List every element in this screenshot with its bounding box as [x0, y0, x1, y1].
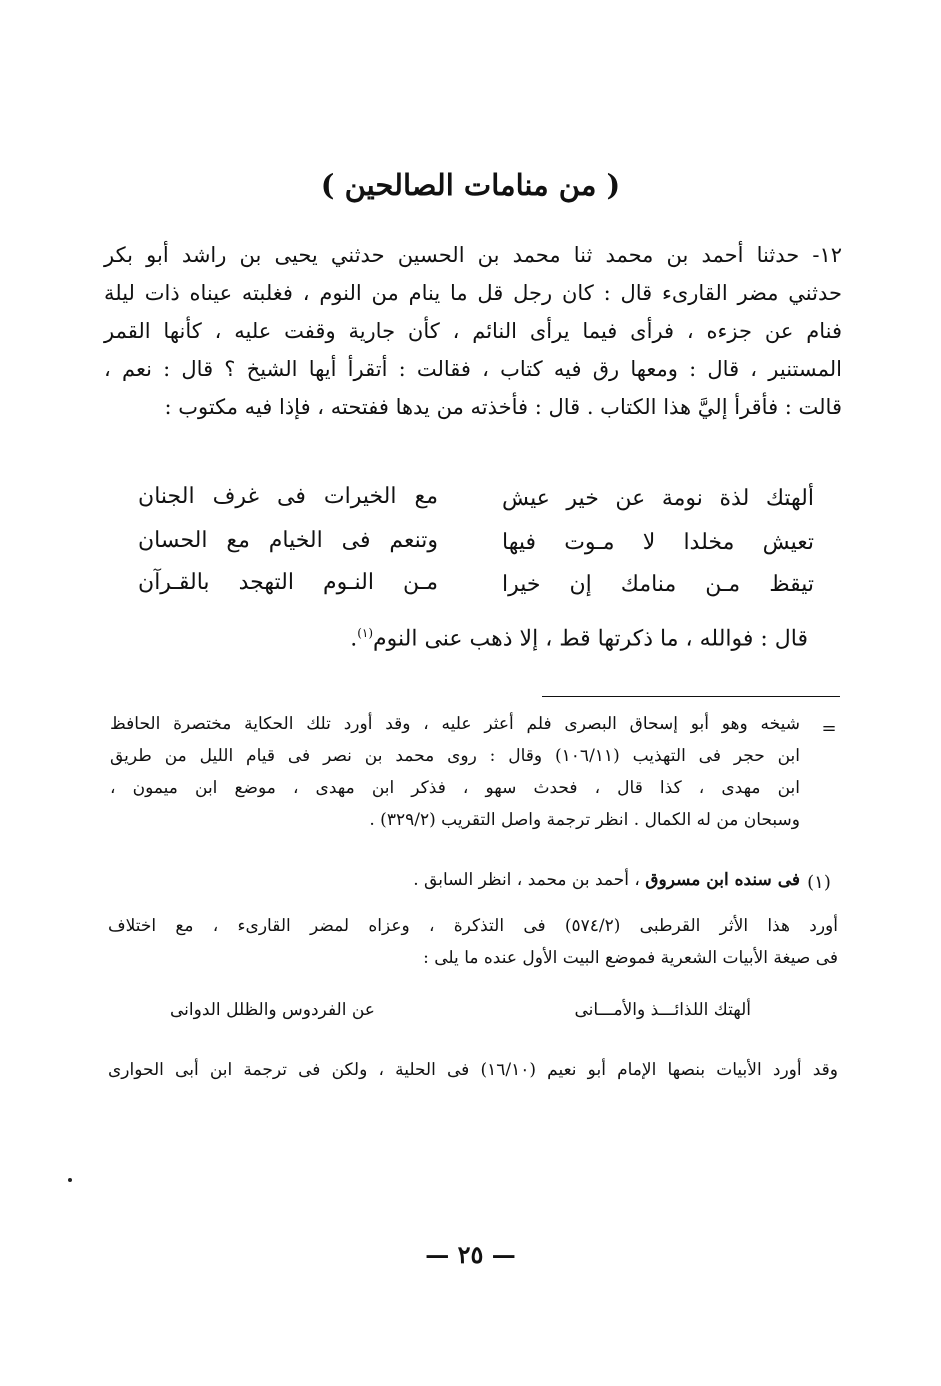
- word: مـن: [403, 569, 438, 595]
- footnote-2-last: [108, 1054, 838, 1086]
- footnote-1-bold: فى سنده ابن مسروق: [645, 870, 800, 890]
- footnote-line: ابن حجر فى التهذيب (١٠٦/١١) وقال : روى محمد بن نصر فى قيام الليل من طريق: [110, 746, 800, 766]
- word: فى: [277, 483, 306, 509]
- word: مع: [226, 527, 250, 553]
- footnote-2: [108, 910, 838, 974]
- verse-3-first-hemistich: [502, 564, 814, 604]
- verse-2-first-hemistich: [502, 522, 814, 562]
- word: منامك: [620, 571, 677, 597]
- word: التهجد: [238, 569, 294, 595]
- footnote-line: فى صيغة الأبيات الشعرية فموضع البيت الأول عنده ما يلى :: [423, 948, 838, 968]
- footnote-1-marker: (١): [807, 872, 831, 893]
- word: فيها: [502, 529, 537, 555]
- footnote-line: وقد أورد الأبيات بنصها الإمام أبو نعيم (١٦/١٠) فى الحلية ، ولكن فى ترجمة ابن أبى الحوارى: [108, 1060, 838, 1080]
- closing-line: [100, 626, 808, 651]
- footnote-line: أورد هذا الأثر القرطبى (٥٧٤/٢) فى التذكرة ، وعزاه لمضر القارىء ، مع اختلاف: [108, 916, 838, 936]
- word: ألهتك: [765, 485, 814, 511]
- footnote-line: ابن مهدى ، كذا قال ، فحدث سهو ، فذكر ابن مهدى ، موضع ابن ميمون ،: [110, 778, 800, 798]
- word: لذة: [719, 485, 750, 511]
- speck: [68, 1178, 72, 1182]
- verse-1-second-hemistich: [138, 476, 438, 516]
- paragraph-line: فنام عن جزءه ، فرأى فيما يرأى النائم ، كأن جارية وقفت عليه ، كأنها القمر: [104, 319, 842, 343]
- word: الحسان: [138, 527, 208, 553]
- word: إن: [569, 571, 592, 597]
- paragraph-line: حدثني مضر القارىء قال : كان رجل قل ما ينام من النوم ، فغلبته عيناه ذات ليلة: [104, 281, 842, 305]
- footnote-1: [200, 864, 800, 896]
- word: خير: [566, 485, 599, 511]
- word: خيرا: [502, 571, 541, 597]
- page-number: — ٢٥ —: [425, 1240, 516, 1269]
- footnote-line: شيخه وهو أبو إسحاق البصرى فلم أعثر عليه ، وقد أورد تلك الحكاية مختصرة الحافظ: [110, 714, 800, 734]
- footnote-verse-first: ألهتك اللذائـــذ والأمـــانى: [574, 1000, 751, 1020]
- word: نومة: [661, 485, 703, 511]
- verse-2-second-hemistich: [138, 520, 438, 560]
- word: الخيام: [268, 527, 323, 553]
- word: النـوم: [323, 569, 374, 595]
- word: بالقـرآن: [138, 569, 210, 595]
- word: لا: [642, 529, 656, 555]
- footnote-verse-second: عن الفردوس والظلل الدوانى: [170, 1000, 375, 1020]
- paragraph-line: ١٢- حدثنا أحمد بن محمد ثنا محمد بن الحسين حدثني يحيى بن راشد أبو بكر: [104, 243, 842, 267]
- main-paragraph: [104, 236, 842, 426]
- chapter-title: ( من منامات الصالحين ): [320, 168, 621, 202]
- footnote-1-text: ، أحمد بن محمد ، انظر السابق .: [413, 870, 640, 890]
- verse-3-second-hemistich: [138, 562, 438, 602]
- footnote-continuation-marker: =: [821, 718, 837, 739]
- word: فى: [341, 527, 371, 553]
- verse-1-first-hemistich: [502, 478, 814, 518]
- paragraph-line: قالت : فأقرأ إليَّ هذا الكتاب . قال : فأخذته من يدها ففتحته ، فإذا فيه مكتوب :: [164, 395, 842, 419]
- word: تعيش: [762, 529, 814, 555]
- footnote-continued: [110, 708, 800, 836]
- footnote-line: وسبحان من له الكمال . انظر ترجمة واصل التقريب (٣٢٩/٢) .: [369, 810, 800, 830]
- word: غرف: [212, 483, 260, 509]
- word: الجنان: [138, 483, 195, 509]
- word: عن: [615, 485, 646, 511]
- closing-end: .: [350, 626, 358, 652]
- word: عيش: [502, 485, 550, 511]
- footnote-ref: (١): [357, 626, 374, 640]
- word: مخلدا: [683, 529, 735, 555]
- word: الخيرات: [323, 483, 397, 509]
- paragraph-line: المستنير ، قال : ومعها رق فيه كتاب ، فقالت : أتقرأ أيها الشيخ ؟ قال : نعم ،: [104, 357, 842, 381]
- closing-text: قال : فوالله ، ما ذكرتها قط ، إلا ذهب عنى النوم: [373, 626, 808, 652]
- footnote-rule: [542, 696, 840, 697]
- word: تيقظ: [769, 571, 814, 597]
- word: مع: [414, 483, 438, 509]
- word: وتنعم: [389, 527, 438, 553]
- word: مـوت: [564, 529, 615, 555]
- word: مـن: [705, 571, 741, 597]
